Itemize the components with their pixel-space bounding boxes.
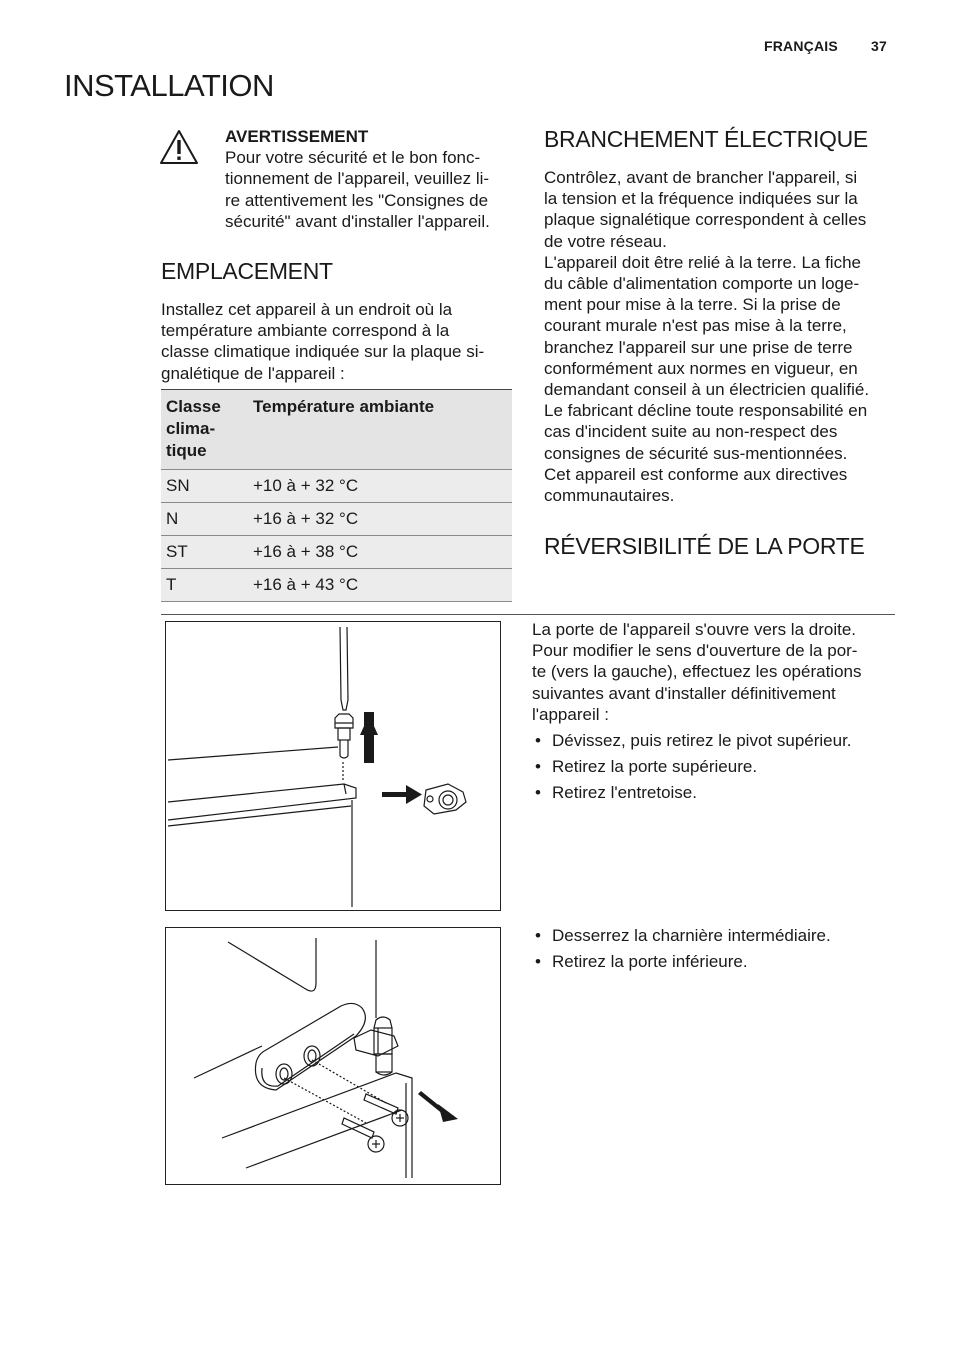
- table-row: [161, 470, 512, 503]
- section-divider: [161, 614, 895, 615]
- page-number: 37: [871, 38, 887, 54]
- climate-class-table: [161, 390, 512, 602]
- branchement-line: Cet appareil est conforme aux directives: [544, 464, 848, 484]
- branchement-line: plaque signalétique correspondent à celles: [544, 210, 867, 230]
- warning-line: tionnement de l'appareil, veuillez li-: [225, 169, 490, 189]
- emplacement-line: Installez cet appareil à un endroit où la: [161, 300, 453, 319]
- table-header-row: [161, 390, 512, 470]
- steps-list-2: [532, 925, 894, 977]
- figure-top-pivot: [165, 621, 501, 911]
- branchement-text: [544, 167, 894, 506]
- reversibilite-heading: RÉVERSIBILITÉ DE LA PORTE: [544, 533, 865, 559]
- top-pivot-illustration: [166, 622, 500, 910]
- warning-line: re attentivement les "Consignes de: [225, 190, 489, 210]
- table-cell-temperature: +10 à + 32 °C: [248, 470, 512, 503]
- list-item: • Retirez la porte supérieure.: [532, 756, 894, 777]
- warning-line: Pour votre sécurité et le bon fonc-: [225, 148, 481, 168]
- emplacement-heading: EMPLACEMENT: [161, 258, 333, 284]
- table-header-class: Classe clima- tique: [161, 390, 248, 470]
- branchement-line: consignes de sécurité sus-mentionnées.: [544, 443, 848, 463]
- table-cell-class: N: [161, 503, 248, 536]
- branchement-line: Le fabricant décline toute responsabilité en: [544, 401, 868, 421]
- emplacement-line: classe climatique indiquée sur la plaque si-: [161, 342, 485, 362]
- list-item: • Dévissez, puis retirez le pivot supérieur.: [532, 730, 894, 751]
- table-cell-class: ST: [161, 536, 248, 569]
- branchement-line: de votre réseau.: [544, 231, 667, 251]
- branchement-line: demandant conseil à un électricien qualifié.: [544, 380, 870, 400]
- branchement-line: Contrôlez, avant de brancher l'appareil, si: [544, 168, 858, 187]
- branchement-line: du câble d'alimentation comporte un loge-: [544, 274, 860, 294]
- reversibilite-intro-line: l'appareil :: [532, 704, 609, 724]
- reversibilite-intro-line: suivantes avant d'installer définitivement: [532, 683, 836, 703]
- figure-middle-hinge: [165, 927, 501, 1185]
- table-row: [161, 569, 512, 602]
- branchement-line: cas d'incident suite au non-respect des: [544, 422, 838, 442]
- branchement-line: la tension et la fréquence indiquées sur la: [544, 189, 858, 209]
- table-cell-temperature: +16 à + 38 °C: [248, 536, 512, 569]
- list-item: • Retirez la porte inférieure.: [532, 951, 894, 972]
- reversibilite-intro-line: La porte de l'appareil s'ouvre vers la droite.: [532, 620, 857, 639]
- table-cell-temperature: +16 à + 43 °C: [248, 569, 512, 602]
- branchement-line: courant murale n'est pas mise à la terre,: [544, 316, 847, 336]
- branchement-line: L'appareil doit être relié à la terre. La fiche: [544, 252, 861, 272]
- reversibilite-intro: [532, 619, 894, 725]
- warning-triangle-icon: [158, 128, 200, 166]
- header-language: FRANÇAIS: [764, 38, 838, 54]
- warning-title: AVERTISSEMENT: [225, 127, 369, 146]
- table-header-temperature: Température ambiante: [248, 390, 512, 470]
- branchement-line: branchez l'appareil sur une prise de terre: [544, 337, 853, 357]
- list-item: • Retirez l'entretoise.: [532, 782, 894, 803]
- warning-block: [225, 126, 515, 232]
- table-row: [161, 503, 512, 536]
- table-cell-class: T: [161, 569, 248, 602]
- branchement-heading: BRANCHEMENT ÉLECTRIQUE: [544, 126, 868, 152]
- steps-list-1: [532, 730, 894, 808]
- branchement-line: ment pour mise à la terre. Si la prise de: [544, 295, 841, 315]
- page-title: INSTALLATION: [64, 68, 274, 103]
- warning-line: sécurité" avant d'installer l'appareil.: [225, 211, 490, 231]
- branchement-line: conformément aux normes en vigueur, en: [544, 358, 858, 378]
- emplacement-text: [161, 299, 511, 384]
- table-row: [161, 536, 512, 569]
- table-cell-temperature: +16 à + 32 °C: [248, 503, 512, 536]
- table-cell-class: SN: [161, 470, 248, 503]
- list-item: • Desserrez la charnière intermédiaire.: [532, 925, 894, 946]
- reversibilite-intro-line: te (vers la gauche), effectuez les opérations: [532, 662, 862, 682]
- emplacement-line: gnalétique de l'appareil :: [161, 363, 345, 383]
- middle-hinge-illustration: [166, 928, 500, 1184]
- emplacement-line: température ambiante correspond à la: [161, 321, 450, 341]
- reversibilite-intro-line: Pour modifier le sens d'ouverture de la por-: [532, 641, 858, 661]
- branchement-line: communautaires.: [544, 486, 675, 506]
